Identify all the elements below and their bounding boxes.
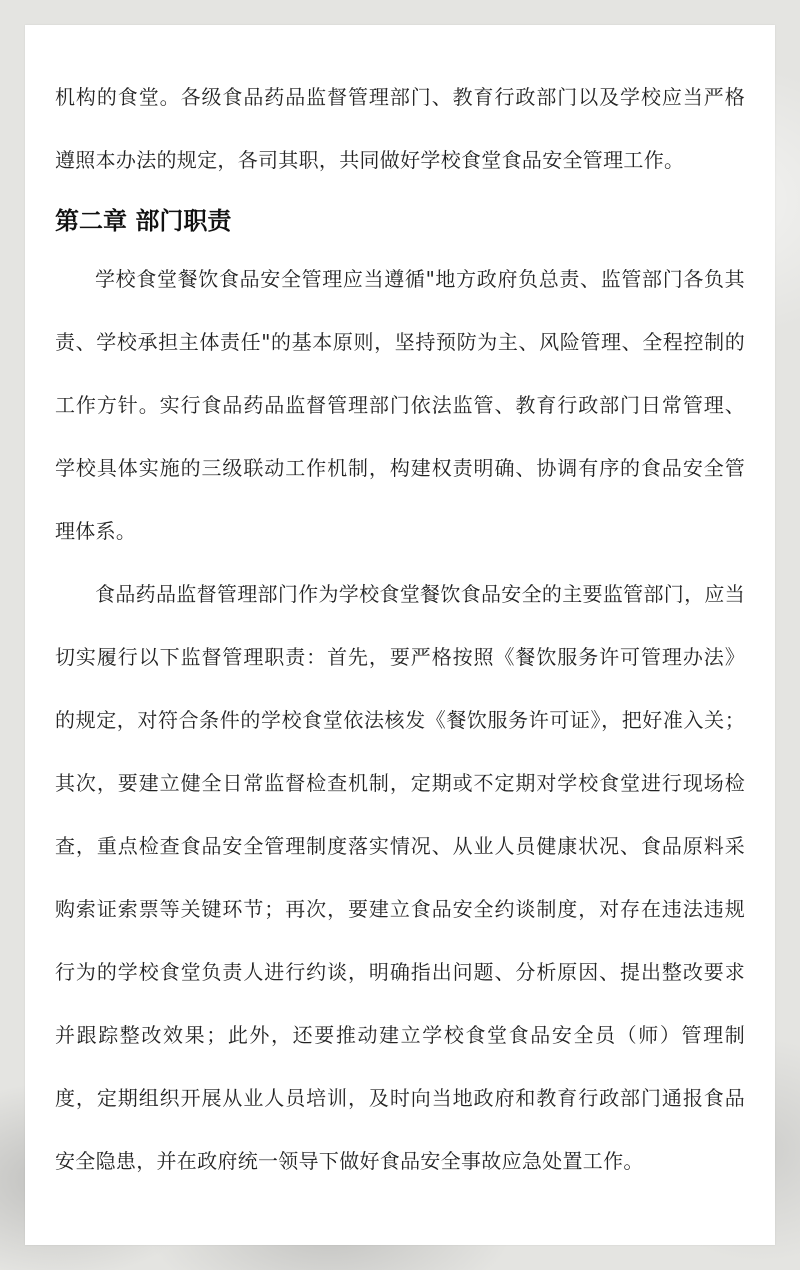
paragraph-supervision-duties: 食品药品监督管理部门作为学校食堂餐饮食品安全的主要监管部门，应当切实履行以下监督管理职责：首先，要严格按照《餐饮服务许可管理办法》的规定，对符合条件的学校食堂依法核发《餐饮服务许可证》，把好准入关；其次，要建立健全日常监督检查机制，定期或不定期对学校食堂进行现场检查，重点检查食品安全管理制度落实情况、从业人员健康状况、食品原料采购索证索票等关键环节；再次，要建立食品安全约谈制度，对存在违法违规行为的学校食堂负责人进行约谈，明确指出问题、分析原因、提出整改要求并跟踪整改效果；此外，还要推动建立学校食堂食品安全员（师）管理制度，定期组织开展从业人员培训，及时向当地政府和教育行政部门通报食品安全隐患，并在政府统一领导下做好食品安全事故应急处置工作。 [55, 582, 745, 1173]
paragraph-principles: 学校食堂餐饮食品安全管理应当遵循"地方政府负总责、监管部门各负其责、学校承担主体责任"的基本原则，坚持预防为主、风险管理、全程控制的工作方针。实行食品药品监督管理部门依法监管、教育行政部门日常管理、学校具体实施的三级联动工作机制，构建权责明确、协调有序的食品安全管理体系。 [55, 267, 745, 543]
document-content [55, 66, 745, 1193]
continuation-paragraph: 机构的食堂。各级食品药品监督管理部门、教育行政部门以及学校应当严格遵照本办法的规定，各司其职，共同做好学校食堂食品安全管理工作。 [55, 85, 745, 172]
chapter-heading: 第二章 部门职责 [55, 207, 232, 235]
